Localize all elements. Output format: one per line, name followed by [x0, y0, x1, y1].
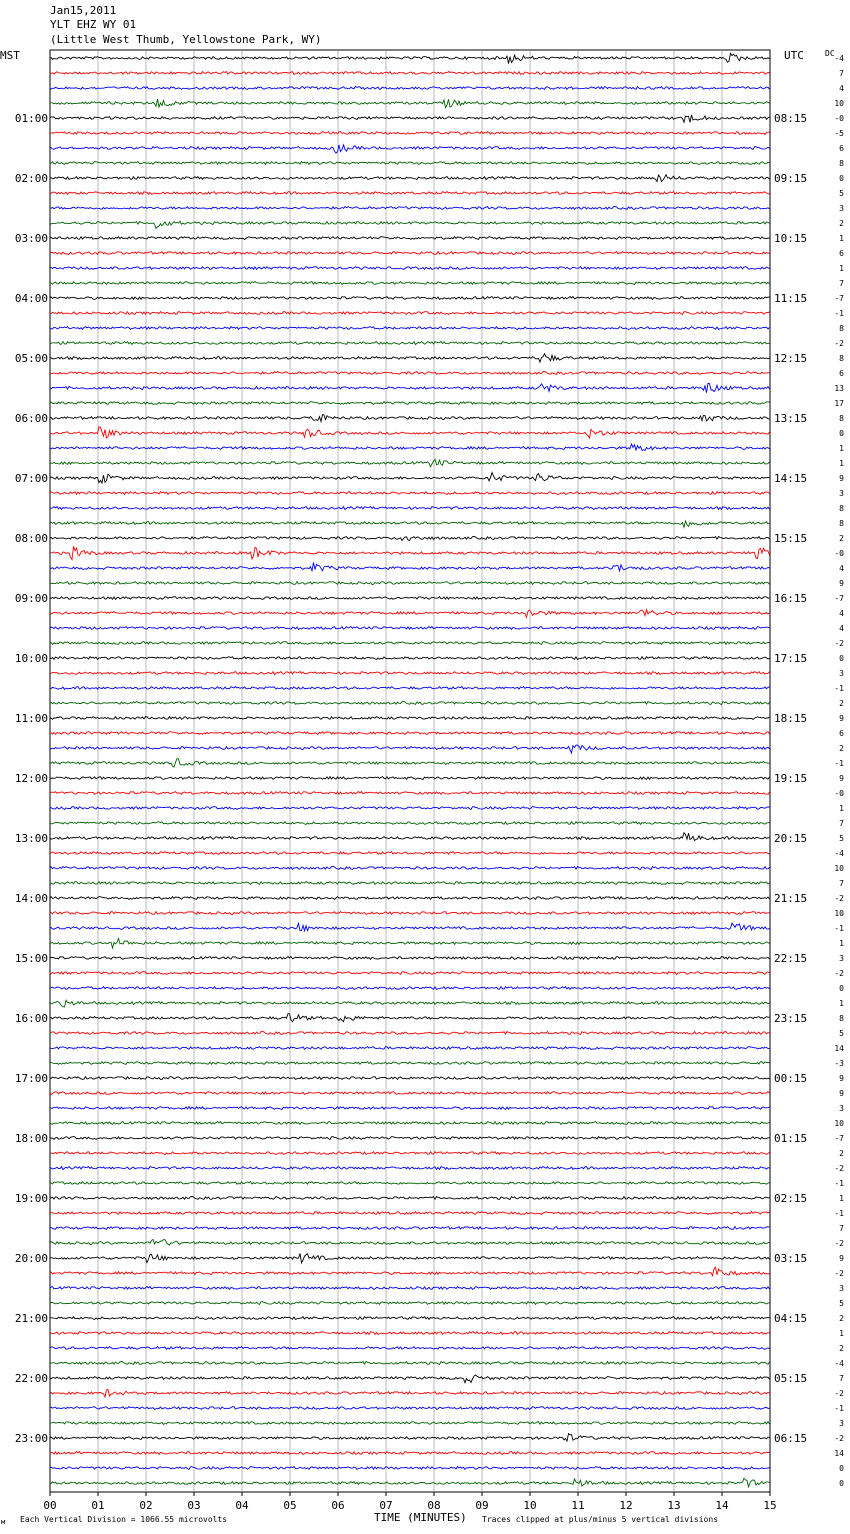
x-tick-label: 15: [763, 1499, 777, 1512]
dc-offset-label: 0: [839, 1464, 844, 1473]
dc-offset-label: 1: [839, 939, 844, 948]
right-hour-label: 02:15: [774, 1192, 808, 1205]
x-tick-label: 14: [715, 1499, 729, 1512]
trace-line: [50, 938, 770, 948]
trace-line: [50, 1362, 770, 1365]
dc-offset-label: -3: [834, 1059, 844, 1068]
dc-offset-label: -7: [834, 594, 844, 603]
trace-line: [50, 473, 770, 484]
corner-mark: м: [1, 1518, 6, 1526]
right-hour-label: 13:15: [774, 412, 808, 425]
trace-line: [50, 546, 770, 559]
right-hour-label: 17:15: [774, 652, 808, 665]
right-hour-label: 06:15: [774, 1432, 808, 1445]
x-tick-label: 07: [379, 1499, 393, 1512]
trace-line: [50, 192, 770, 195]
dc-offset-label: -7: [834, 294, 844, 303]
right-hour-label: 12:15: [774, 352, 808, 365]
trace-line: [50, 87, 770, 90]
trace-line: [50, 972, 770, 975]
dc-offset-label: 0: [839, 654, 844, 663]
dc-offset-label: 2: [839, 1344, 844, 1353]
left-hour-label: 23:00: [14, 1432, 48, 1445]
clip-note: Traces clipped at plus/minus 5 vertical divisions: [482, 1515, 719, 1524]
dc-offset-header: DC: [825, 49, 835, 58]
x-tick-label: 11: [571, 1499, 585, 1512]
trace-line: [50, 987, 770, 990]
trace-line: [50, 1197, 770, 1200]
dc-offset-label: -4: [834, 849, 844, 858]
trace-line: [50, 957, 770, 960]
right-timezone-label: UTC: [784, 49, 804, 62]
trace-line: [50, 327, 770, 330]
dc-offset-label: 1: [839, 264, 844, 273]
trace-line: [50, 72, 770, 75]
left-hour-label: 22:00: [14, 1372, 48, 1385]
right-hour-label: 03:15: [774, 1252, 808, 1265]
trace-line: [50, 563, 770, 572]
trace-line: [50, 132, 770, 135]
trace-line: [50, 492, 770, 495]
dc-offset-label: 5: [839, 189, 844, 198]
trace-line: [50, 1302, 770, 1305]
dc-offset-label: 8: [839, 324, 844, 333]
trace-line: [50, 745, 770, 753]
dc-offset-label: 5: [839, 1299, 844, 1308]
trace-line: [50, 897, 770, 900]
dc-offset-label: 1: [839, 234, 844, 243]
dc-offset-label: 4: [839, 84, 844, 93]
trace-line: [50, 1000, 770, 1007]
dc-offset-label: -0: [834, 789, 844, 798]
x-tick-label: 09: [475, 1499, 489, 1512]
dc-offset-label: -1: [834, 309, 844, 318]
right-hour-label: 01:15: [774, 1132, 808, 1145]
dc-offset-label: -2: [834, 1434, 844, 1443]
dc-offset-label: 6: [839, 369, 844, 378]
trace-line: [50, 1152, 770, 1155]
station-code: YLT EHZ WY 01: [50, 18, 137, 31]
trace-line: [50, 1317, 770, 1320]
left-hour-label: 08:00: [14, 532, 48, 545]
dc-offset-label: 6: [839, 249, 844, 258]
dc-offset-label: -2: [834, 1164, 844, 1173]
scale-note: Each Vertical Division = 1066.55 microvolts: [20, 1515, 228, 1524]
right-hour-label: 19:15: [774, 772, 808, 785]
dc-offset-label: 4: [839, 564, 844, 573]
trace-line: [50, 537, 770, 541]
trace-line: [50, 642, 770, 645]
dc-offset-label: 13: [834, 384, 844, 393]
left-hour-label: 02:00: [14, 172, 48, 185]
x-tick-label: 03: [187, 1499, 201, 1512]
trace-line: [50, 221, 770, 228]
left-hour-label: 04:00: [14, 292, 48, 305]
dc-offset-label: 1: [839, 1329, 844, 1338]
trace-line: [50, 833, 770, 841]
dc-offset-label: 7: [839, 279, 844, 288]
right-hour-label: 11:15: [774, 292, 808, 305]
dc-offset-label: 14: [834, 1044, 844, 1053]
trace-line: [50, 1107, 770, 1110]
trace-line: [50, 672, 770, 675]
trace-line: [50, 1212, 770, 1215]
dc-offset-label: 9: [839, 774, 844, 783]
trace-line: [50, 402, 770, 405]
dc-offset-label: 10: [834, 1119, 844, 1128]
dc-offset-label: -4: [834, 54, 844, 63]
dc-offset-label: -7: [834, 1134, 844, 1143]
trace-line: [50, 1014, 770, 1022]
dc-offset-label: 9: [839, 474, 844, 483]
trace-line: [50, 1047, 770, 1050]
x-tick-label: 06: [331, 1499, 345, 1512]
dc-offset-label: 2: [839, 1314, 844, 1323]
right-hour-label: 00:15: [774, 1072, 808, 1085]
left-hour-label: 20:00: [14, 1252, 48, 1265]
dc-offset-label: 2: [839, 744, 844, 753]
dc-offset-label: 4: [839, 624, 844, 633]
trace-line: [50, 610, 770, 618]
x-tick-label: 13: [667, 1499, 681, 1512]
dc-offset-label: 8: [839, 1014, 844, 1023]
x-tick-label: 02: [139, 1499, 153, 1512]
right-hour-label: 05:15: [774, 1372, 808, 1385]
trace-line: [50, 702, 770, 705]
trace-line: [50, 459, 770, 466]
left-hour-label: 06:00: [14, 412, 48, 425]
trace-line: [50, 267, 770, 270]
trace-line: [50, 717, 770, 720]
dc-offset-label: -1: [834, 924, 844, 933]
left-hour-label: 03:00: [14, 232, 48, 245]
trace-line: [50, 1422, 770, 1425]
dc-offset-label: 3: [839, 489, 844, 498]
trace-line: [50, 312, 770, 315]
trace-line: [50, 507, 770, 510]
dc-offset-label: -0: [834, 114, 844, 123]
trace-line: [50, 732, 770, 735]
trace-line: [50, 1167, 770, 1170]
trace-line: [50, 1062, 770, 1065]
dc-offset-label: 1: [839, 1194, 844, 1203]
plot-frame: [50, 50, 770, 1492]
left-hour-label: 11:00: [14, 712, 48, 725]
dc-offset-label: 9: [839, 1089, 844, 1098]
x-tick-label: 10: [523, 1499, 537, 1512]
x-tick-label: 12: [619, 1499, 633, 1512]
dc-offset-label: -2: [834, 339, 844, 348]
plot-date: Jan15,2011: [50, 4, 117, 17]
x-axis-label: TIME (MINUTES): [374, 1511, 467, 1524]
trace-line: [50, 1077, 770, 1080]
trace-line: [50, 1092, 770, 1095]
dc-offset-label: -1: [834, 1404, 844, 1413]
right-hour-label: 14:15: [774, 472, 808, 485]
dc-offset-label: 7: [839, 819, 844, 828]
dc-offset-label: 2: [839, 219, 844, 228]
dc-offset-label: 1: [839, 459, 844, 468]
left-timezone-label: MST: [0, 49, 20, 62]
dc-offset-label: -2: [834, 894, 844, 903]
trace-line: [50, 1434, 770, 1441]
trace-line: [50, 372, 770, 375]
dc-offset-label: 8: [839, 519, 844, 528]
left-hour-label: 01:00: [14, 112, 48, 125]
trace-line: [50, 115, 770, 123]
dc-offset-label: 0: [839, 1479, 844, 1488]
trace-line: [50, 1452, 770, 1455]
right-hour-label: 08:15: [774, 112, 808, 125]
trace-line: [50, 792, 770, 795]
dc-offset-label: 2: [839, 1149, 844, 1158]
dc-offset-label: 0: [839, 984, 844, 993]
dc-offset-label: 5: [839, 834, 844, 843]
trace-line: [50, 297, 770, 300]
dc-offset-label: -2: [834, 1389, 844, 1398]
dc-offset-label: 8: [839, 504, 844, 513]
dc-offset-label: -1: [834, 759, 844, 768]
left-hour-label: 15:00: [14, 952, 48, 965]
trace-line: [50, 1122, 770, 1125]
right-hour-label: 04:15: [774, 1312, 808, 1325]
trace-line: [50, 252, 770, 255]
dc-offset-label: 3: [839, 669, 844, 678]
x-tick-label: 08: [427, 1499, 441, 1512]
dc-offset-label: -0: [834, 549, 844, 558]
dc-offset-label: -2: [834, 1269, 844, 1278]
x-tick-label: 01: [91, 1499, 105, 1512]
dc-offset-label: 9: [839, 1254, 844, 1263]
left-hour-label: 19:00: [14, 1192, 48, 1205]
trace-line: [50, 687, 770, 690]
trace-line: [50, 852, 770, 855]
dc-offset-label: 9: [839, 579, 844, 588]
trace-line: [50, 923, 770, 931]
dc-offset-label: 6: [839, 144, 844, 153]
right-hour-label: 10:15: [774, 232, 808, 245]
left-hour-label: 10:00: [14, 652, 48, 665]
trace-line: [50, 354, 770, 362]
dc-offset-label: 0: [839, 174, 844, 183]
right-hour-label: 21:15: [774, 892, 808, 905]
dc-offset-label: 3: [839, 204, 844, 213]
dc-offset-label: 5: [839, 1029, 844, 1038]
dc-offset-label: -1: [834, 1209, 844, 1218]
dc-offset-label: 7: [839, 879, 844, 888]
dc-offset-label: 2: [839, 699, 844, 708]
right-hour-label: 18:15: [774, 712, 808, 725]
dc-offset-label: 14: [834, 1449, 844, 1458]
left-hour-label: 16:00: [14, 1012, 48, 1025]
dc-offset-label: -5: [834, 129, 844, 138]
trace-line: [50, 627, 770, 630]
dc-offset-label: 0: [839, 429, 844, 438]
trace-line: [50, 53, 770, 63]
dc-offset-label: 7: [839, 69, 844, 78]
trace-line: [50, 1254, 770, 1263]
trace-line: [50, 1332, 770, 1335]
dc-offset-label: 10: [834, 864, 844, 873]
trace-line: [50, 99, 770, 108]
dc-offset-label: 7: [839, 1224, 844, 1233]
trace-line: [50, 1478, 770, 1487]
left-hour-label: 18:00: [14, 1132, 48, 1145]
right-hour-label: 15:15: [774, 532, 808, 545]
trace-line: [50, 807, 770, 810]
left-hour-label: 07:00: [14, 472, 48, 485]
trace-line: [50, 1267, 770, 1276]
left-hour-label: 14:00: [14, 892, 48, 905]
dc-offset-label: 8: [839, 159, 844, 168]
dc-offset-label: 3: [839, 954, 844, 963]
trace-line: [50, 882, 770, 885]
trace-line: [50, 521, 770, 527]
dc-offset-label: 3: [839, 1104, 844, 1113]
trace-line: [50, 207, 770, 210]
left-hour-label: 13:00: [14, 832, 48, 845]
dc-offset-label: -4: [834, 1359, 844, 1368]
right-hour-label: 22:15: [774, 952, 808, 965]
trace-line: [50, 597, 770, 600]
trace-line: [50, 1182, 770, 1185]
dc-offset-label: 10: [834, 909, 844, 918]
station-location: (Little West Thumb, Yellowstone Park, WY): [50, 33, 322, 46]
dc-offset-label: -1: [834, 684, 844, 693]
left-hour-label: 17:00: [14, 1072, 48, 1085]
dc-offset-label: 7: [839, 1374, 844, 1383]
right-hour-label: 09:15: [774, 172, 808, 185]
dc-offset-label: -2: [834, 969, 844, 978]
trace-line: [50, 145, 770, 153]
trace-line: [50, 1407, 770, 1410]
trace-line: [50, 175, 770, 182]
trace-line: [50, 777, 770, 780]
dc-offset-label: -2: [834, 639, 844, 648]
dc-offset-label: 3: [839, 1284, 844, 1293]
dc-offset-label: 1: [839, 999, 844, 1008]
x-tick-label: 05: [283, 1499, 297, 1512]
dc-offset-label: 3: [839, 1419, 844, 1428]
trace-line: [50, 1032, 770, 1035]
left-hour-label: 21:00: [14, 1312, 48, 1325]
dc-offset-label: 8: [839, 414, 844, 423]
x-tick-label: 00: [43, 1499, 57, 1512]
trace-line: [50, 1467, 770, 1470]
right-hour-label: 23:15: [774, 1012, 808, 1025]
trace-line: [50, 383, 770, 392]
trace-line: [50, 582, 770, 585]
dc-offset-label: 4: [839, 609, 844, 618]
trace-line: [50, 1137, 770, 1140]
dc-offset-label: 8: [839, 354, 844, 363]
right-hour-label: 16:15: [774, 592, 808, 605]
x-tick-label: 04: [235, 1499, 249, 1512]
trace-line: [50, 912, 770, 915]
dc-offset-label: 9: [839, 1074, 844, 1083]
trace-line: [50, 867, 770, 870]
left-hour-label: 05:00: [14, 352, 48, 365]
trace-line: [50, 162, 770, 165]
dc-offset-label: 10: [834, 99, 844, 108]
left-hour-label: 12:00: [14, 772, 48, 785]
left-hour-label: 09:00: [14, 592, 48, 605]
trace-line: [50, 342, 770, 345]
trace-line: [50, 759, 770, 768]
right-hour-label: 20:15: [774, 832, 808, 845]
trace-line: [50, 237, 770, 240]
dc-offset-label: 1: [839, 444, 844, 453]
dc-offset-label: 2: [839, 534, 844, 543]
trace-line: [50, 657, 770, 660]
dc-offset-label: 9: [839, 714, 844, 723]
trace-line: [50, 1239, 770, 1245]
trace-line: [50, 822, 770, 825]
trace-line: [50, 1347, 770, 1350]
dc-offset-label: -1: [834, 1179, 844, 1188]
trace-line: [50, 415, 770, 422]
dc-offset-label: -2: [834, 1239, 844, 1248]
trace-line: [50, 282, 770, 285]
dc-offset-label: 1: [839, 804, 844, 813]
trace-line: [50, 427, 770, 438]
trace-line: [50, 1287, 770, 1290]
trace-line: [50, 1375, 770, 1383]
trace-line: [50, 444, 770, 451]
trace-line: [50, 1227, 770, 1230]
dc-offset-label: 6: [839, 729, 844, 738]
trace-line: [50, 1390, 770, 1397]
dc-offset-label: 17: [834, 399, 844, 408]
